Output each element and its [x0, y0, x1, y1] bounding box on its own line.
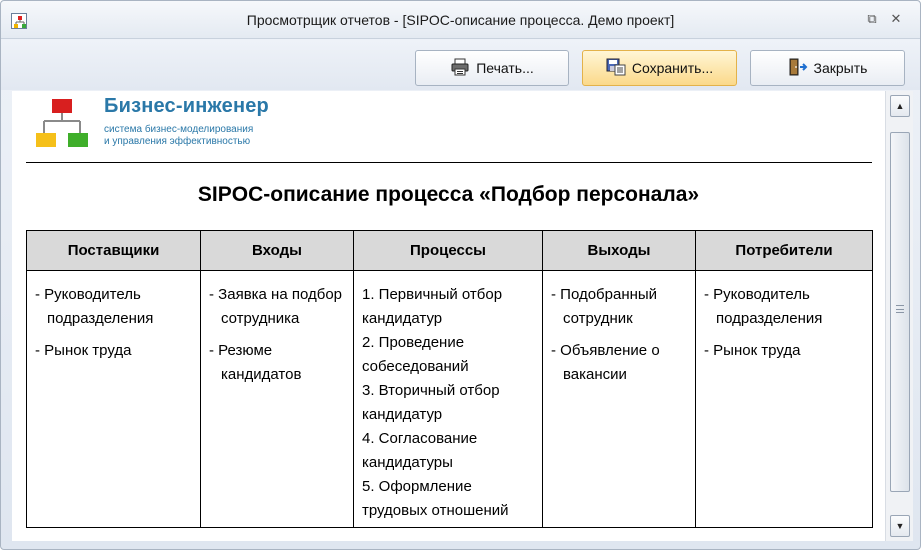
save-button[interactable]	[582, 50, 737, 86]
list-item: - Руководитель подразделения	[704, 286, 823, 327]
outputs-cell	[543, 271, 696, 528]
report-viewport	[12, 91, 885, 541]
brand-name: Бизнес-инженер	[104, 95, 269, 117]
grip-icon	[896, 305, 904, 313]
printer-icon	[450, 58, 470, 79]
list-item: 2. Проведение собеседований	[362, 334, 469, 375]
header-consumers: Потребители	[696, 231, 873, 271]
brand-tagline	[104, 124, 324, 148]
list-item: 1. Первичный отбор кандидатур	[362, 286, 503, 327]
sipoc-body-row	[27, 271, 873, 528]
list-item: - Рынок труда	[704, 342, 801, 359]
processes-cell	[354, 271, 543, 528]
list-item: 5. Оформление трудовых отношений	[362, 478, 509, 519]
close-button[interactable]	[750, 50, 905, 86]
print-button-label: Печать...	[476, 60, 534, 76]
sipoc-table	[26, 230, 873, 528]
list-item: - Объявление о вакансии	[551, 342, 660, 383]
report-title: SIPOC-описание процесса «Подбор персонала»	[197, 183, 700, 206]
list-item: - Подобранный сотрудник	[551, 286, 658, 327]
exit-door-icon	[788, 58, 808, 79]
save-disk-icon	[606, 58, 626, 79]
print-button[interactable]	[415, 50, 569, 86]
consumers-cell	[696, 271, 873, 528]
scroll-thumb[interactable]	[890, 132, 910, 492]
suppliers-cell	[27, 271, 201, 528]
save-button-label: Сохранить...	[631, 60, 714, 76]
brand-tagline-line-2: и управления эффективностью	[104, 136, 251, 147]
list-item: - Руководитель подразделения	[35, 286, 154, 327]
brand-logo-icon	[34, 97, 90, 149]
header-inputs: Входы	[201, 231, 354, 271]
close-button-label: Закрыть	[813, 60, 868, 76]
window-title: Просмотрщик отчетов - [SIPOC-описание процесса. Демо проект]	[246, 12, 675, 28]
header-suppliers: Поставщики	[27, 231, 201, 271]
header-processes: Процессы	[354, 231, 543, 271]
header-outputs: Выходы	[543, 231, 696, 271]
title-bar	[1, 1, 920, 39]
restore-window-button[interactable]: ⧉	[867, 12, 877, 27]
list-item: - Заявка на подбор сотрудника	[209, 286, 343, 327]
sipoc-header-row	[27, 231, 873, 271]
list-item: - Резюме кандидатов	[209, 342, 302, 383]
inputs-cell	[201, 271, 354, 528]
vertical-scrollbar[interactable]	[885, 91, 913, 541]
scroll-down-arrow-icon[interactable]: ▼	[890, 515, 910, 537]
close-window-x-button[interactable]: ✕	[890, 12, 902, 27]
header-divider	[26, 162, 872, 163]
toolbar	[1, 40, 920, 90]
scroll-up-arrow-icon[interactable]: ▲	[890, 95, 910, 117]
brand-tagline-line-1: система бизнес-моделирования	[104, 124, 254, 135]
list-item: - Рынок труда	[35, 342, 132, 359]
list-item: 3. Вторичный отбор кандидатур	[362, 382, 500, 423]
list-item: 4. Согласование кандидатуры	[362, 430, 478, 471]
